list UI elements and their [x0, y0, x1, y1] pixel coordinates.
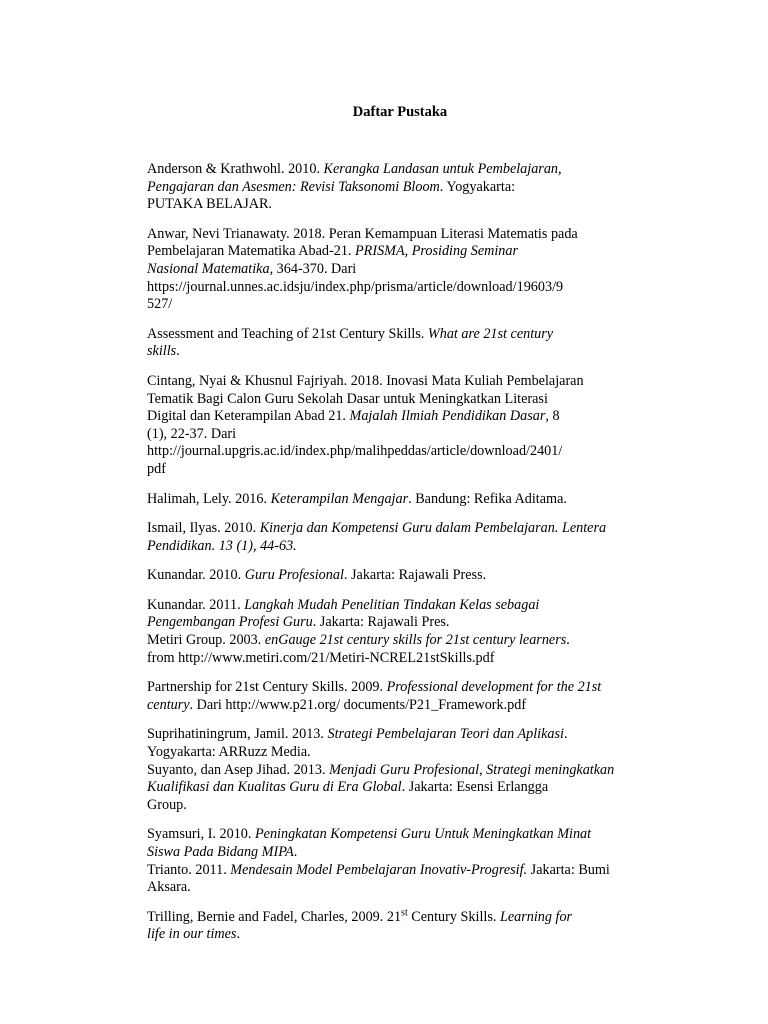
reference-continuation-line: [147, 390, 667, 409]
reference-first-line: [147, 761, 667, 780]
text: Kunandar. 2011.: [147, 596, 245, 613]
reference-continuation-line: [147, 744, 667, 762]
reference-continuation-line: [147, 178, 667, 197]
reference-first-line: [147, 679, 667, 697]
reference-first-line: [147, 372, 667, 391]
text: ,: [479, 761, 487, 778]
italic-text: enGauge 21st century skills for 21st century learners: [264, 632, 567, 649]
reference-first-line: [147, 520, 667, 538]
reference-entry: [147, 632, 667, 667]
italic-text: Kualifikasi dan Kualitas Guru di Era Global: [147, 779, 402, 796]
reference-continuation-line: [147, 926, 667, 944]
reference-first-line: [147, 161, 667, 179]
italic-text: Majalah Ilmiah Pendidikan Dasar: [349, 408, 546, 425]
text: Trianto. 2011.: [147, 861, 231, 878]
text: Syamsuri, I. 2010.: [147, 826, 255, 843]
reference-entry: [147, 161, 667, 214]
text: Digital dan Keterampilan Abad 21.: [147, 408, 350, 425]
reference-continuation-line: [147, 260, 667, 279]
reference-continuation-line: [147, 696, 667, 715]
reference-list: [147, 161, 667, 956]
reference-first-line: [147, 632, 667, 650]
text: Anderson & Krathwohl. 2010.: [147, 161, 324, 177]
text: .: [563, 726, 568, 743]
italic-text: century: [147, 696, 190, 713]
text: 527/: [147, 296, 173, 313]
text: . Bandung: Refika Aditama.: [408, 490, 567, 507]
text: from http://www.metiri.com/21/Metiri-NCREL21stSkills.pdf: [147, 649, 495, 666]
text: http://journal.upgris.ac.id/index.php/malihpeddas/article/download/2401/: [147, 443, 563, 460]
reference-entry: [147, 326, 667, 361]
reference-continuation-line: [147, 408, 667, 426]
reference-entry: [147, 909, 667, 944]
reference-first-line: [147, 567, 667, 585]
text: Suyanto, dan Asep Jihad. 2013.: [147, 761, 330, 778]
italic-text: Nasional Matematika: [147, 260, 270, 277]
reference-entry: [147, 520, 667, 555]
text: Tematik Bagi Calon Guru Sekolah Dasar untuk Meningkatkan Literasi: [147, 390, 548, 407]
italic-text: skills: [147, 343, 177, 360]
text: Group.: [147, 796, 187, 813]
reference-first-line: [147, 826, 667, 844]
text: Pembelajaran Matematika Abad-21.: [147, 243, 356, 260]
italic-text: Pengajaran dan Asesmen: Revisi Taksonomi Bloom: [147, 178, 440, 195]
text: Jakarta: Bumi: [527, 861, 610, 878]
text: Cintang, Nyai & Khusnul Fajriyah. 2018. Inovasi Mata Kuliah Pembelajaran: [147, 372, 584, 389]
reference-entry: [147, 762, 667, 815]
text: . Jakarta: Esensi Erlangga: [401, 779, 549, 796]
text: Yogyakarta: ARRuzz Media.: [147, 744, 311, 761]
italic-text: PRISMA, Prosiding Seminar: [355, 243, 519, 260]
italic-text: Keterampilan Mengajar: [270, 490, 409, 507]
reference-continuation-line: [147, 343, 667, 361]
text: Kunandar. 2010.: [147, 567, 245, 584]
text: Ismail, Ilyas. 2010.: [147, 520, 260, 537]
text: .: [566, 632, 570, 649]
reference-first-line: [147, 225, 667, 244]
reference-continuation-line: [147, 296, 667, 314]
text: .: [236, 926, 241, 943]
text: https://journal.unnes.ac.idsju/index.php/prisma/article/download/19603/9: [147, 278, 564, 295]
italic-text: Langkah Mudah Penelitian Tindakan Kelas sebagai: [244, 596, 540, 613]
text: . Yogyakarta:: [439, 178, 516, 195]
text: Metiri Group. 2003.: [147, 632, 265, 649]
reference-entry: [147, 826, 667, 861]
text: Trilling, Bernie and Fadel, Charles, 2009. 21: [147, 908, 402, 925]
text: .: [293, 844, 298, 860]
italic-text: Kerangka Landasan untuk Pembelajaran,: [323, 161, 562, 177]
italic-text: Guru Profesional: [244, 567, 344, 584]
text: Suprihatiningrum, Jamil. 2013.: [147, 726, 328, 743]
reference-continuation-line: [147, 614, 667, 632]
italic-text: Strategi Pembelajaran Teori dan Aplikasi: [327, 726, 564, 743]
text: , 8: [545, 408, 560, 425]
text: (1), 22-37. Dari: [147, 425, 237, 442]
italic-text: Mendesain Model Pembelajaran Inovativ-Progresif.: [230, 861, 528, 878]
reference-first-line: [147, 325, 667, 344]
text: Halimah, Lely. 2016.: [147, 490, 271, 507]
reference-first-line: [147, 907, 667, 927]
reference-entry: [147, 862, 667, 897]
reference-continuation-line: [147, 243, 667, 261]
text: Century Skills.: [407, 908, 500, 925]
italic-text: Menjadi Guru Profesional: [329, 761, 480, 778]
reference-continuation-line: [147, 779, 667, 797]
text: . Jakarta: Rajawali Press.: [343, 567, 487, 584]
italic-text: Kinerja dan Kompetensi Guru dalam Pembelajaran. Lentera: [259, 520, 607, 537]
text: Partnership for 21st Century Skills. 2009.: [147, 679, 387, 696]
reference-entry: [147, 226, 667, 314]
italic-text: Pendidikan. 13 (1), 44-63.: [147, 537, 297, 554]
reference-continuation-line: [147, 844, 667, 862]
reference-first-line: [147, 596, 667, 615]
italic-text: Pengembangan Profesi Guru: [147, 614, 313, 631]
reference-continuation-line: [147, 196, 667, 214]
italic-text: Peningkatan Kompetensi Guru Untuk Meningkatkan Minat: [254, 826, 592, 843]
text: .: [176, 343, 180, 360]
italic-text: Professional development for the 21st: [386, 679, 602, 696]
italic-text: Strategi meningkatkan: [486, 761, 615, 778]
reference-entry: [147, 726, 667, 761]
reference-first-line: [147, 490, 667, 509]
text: pdf: [147, 460, 166, 477]
text: , 364-370. Dari: [269, 260, 357, 277]
reference-continuation-line: [147, 460, 667, 479]
reference-continuation-line: [147, 278, 667, 297]
reference-continuation-line: [147, 425, 667, 444]
reference-entry: [147, 679, 667, 714]
italic-text: Siswa Pada Bidang MIPA: [147, 844, 294, 860]
text: Aksara.: [147, 879, 191, 896]
italic-text: Learning for: [499, 908, 573, 925]
text: . Dari http://www.p21.org/ documents/P21_Framework.pdf: [189, 696, 527, 713]
reference-entry: [147, 597, 667, 632]
reference-continuation-line: [147, 649, 667, 668]
reference-entry: [147, 567, 667, 585]
text: Anwar, Nevi Trianawaty. 2018. Peran Kemampuan Literasi Matematis pada: [147, 225, 578, 242]
reference-continuation-line: [147, 796, 667, 815]
reference-continuation-line: [147, 443, 667, 461]
reference-entry: [147, 491, 667, 509]
text: Assessment and Teaching of 21st Century Skills.: [147, 325, 428, 342]
reference-first-line: [147, 861, 667, 880]
reference-continuation-line: [147, 879, 667, 897]
italic-text: What are 21st century: [427, 325, 554, 342]
superscript-text: st: [401, 907, 408, 919]
reference-first-line: [147, 726, 667, 744]
text: PUTAKA BELAJAR.: [147, 196, 272, 213]
reference-continuation-line: [147, 537, 667, 556]
italic-text: life in our times: [147, 926, 237, 943]
page-title: Daftar Pustaka: [352, 104, 448, 120]
text: . Jakarta: Rajawali Pres.: [312, 614, 450, 631]
reference-entry: [147, 373, 667, 479]
